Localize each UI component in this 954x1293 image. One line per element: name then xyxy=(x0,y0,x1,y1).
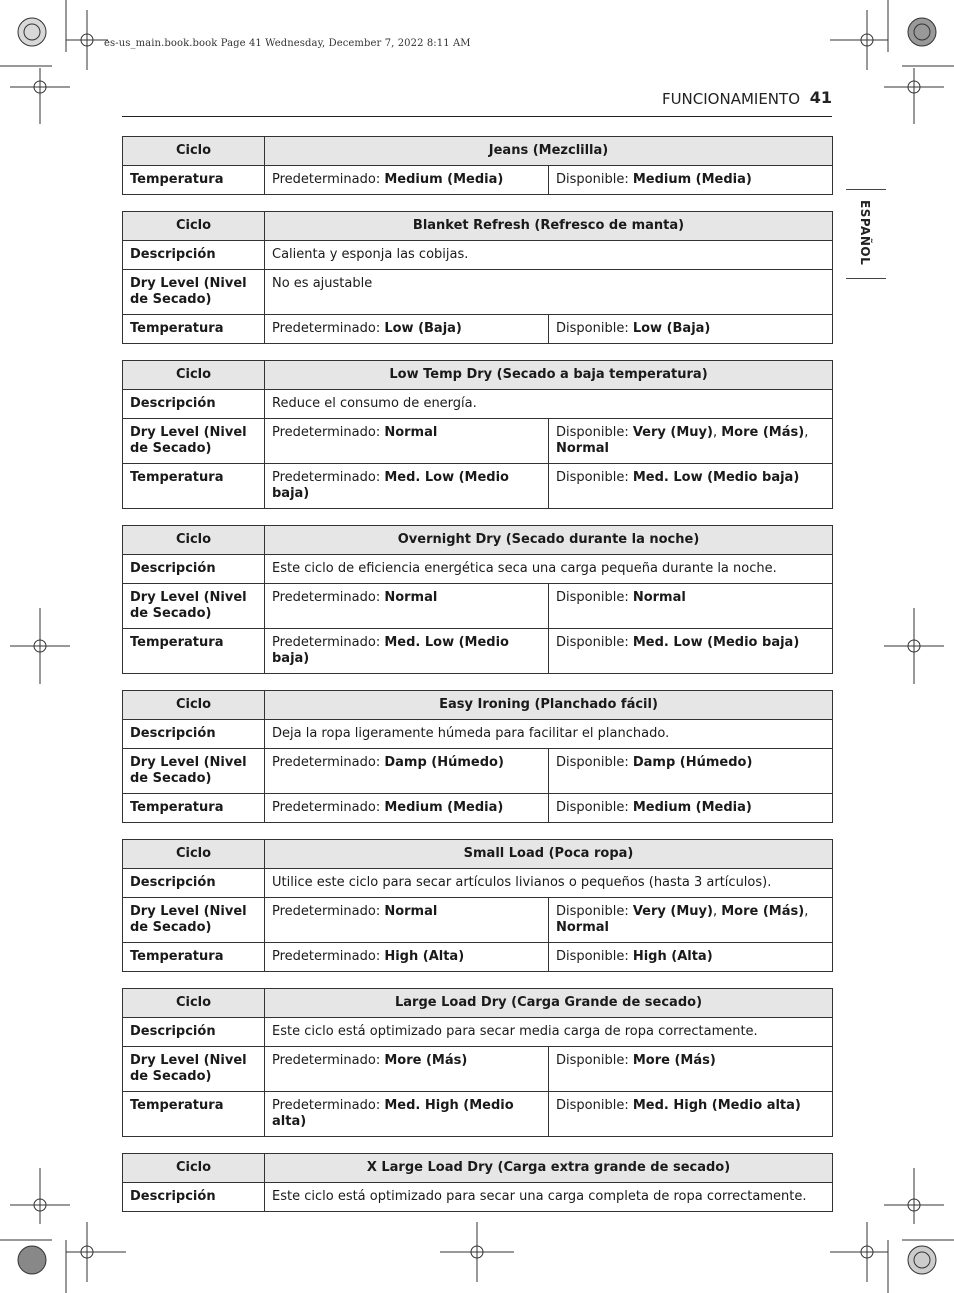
row-label: Descripción xyxy=(123,1183,265,1212)
description-text: Calienta y esponja las cobijas. xyxy=(265,241,833,270)
default-value: Predeterminado: Normal xyxy=(265,584,549,629)
description-row xyxy=(123,1018,833,1047)
temperature-row xyxy=(123,166,833,195)
dry-level-text: No es ajustable xyxy=(265,270,833,315)
temperature-row xyxy=(123,794,833,823)
default-value: Predeterminado: Normal xyxy=(265,898,549,943)
temperature-row xyxy=(123,315,833,344)
row-label: Dry Level (Nivel de Secado) xyxy=(123,749,265,794)
cycle-table xyxy=(122,136,833,195)
default-value: Predeterminado: Damp (Húmedo) xyxy=(265,749,549,794)
default-value: Predeterminado: Med. High (Medio alta) xyxy=(265,1092,549,1137)
description-text: Reduce el consumo de energía. xyxy=(265,390,833,419)
temperature-row xyxy=(123,1092,833,1137)
row-label: Descripción xyxy=(123,869,265,898)
section-title: FUNCIONAMIENTO xyxy=(661,90,800,108)
available-value: Disponible: Very (Muy), More (Más), Normal xyxy=(549,419,833,464)
available-value: Disponible: Damp (Húmedo) xyxy=(549,749,833,794)
table-header-row xyxy=(123,212,833,241)
row-label: Dry Level (Nivel de Secado) xyxy=(123,1047,265,1092)
cycle-name: Blanket Refresh (Refresco de manta) xyxy=(265,212,833,241)
header-label: Ciclo xyxy=(123,989,265,1018)
table-header-row xyxy=(123,691,833,720)
cycle-table xyxy=(122,690,833,823)
row-label: Descripción xyxy=(123,1018,265,1047)
available-value: Disponible: More (Más) xyxy=(549,1047,833,1092)
default-value: Predeterminado: Med. Low (Medio baja) xyxy=(265,464,549,509)
available-value: Disponible: Medium (Media) xyxy=(549,794,833,823)
cycle-tables xyxy=(122,136,832,1228)
description-row xyxy=(123,869,833,898)
row-label: Descripción xyxy=(123,390,265,419)
cycle-name: Overnight Dry (Secado durante la noche) xyxy=(265,526,833,555)
default-value: Predeterminado: Medium (Media) xyxy=(265,794,549,823)
page-header xyxy=(122,88,832,117)
table-header-row xyxy=(123,137,833,166)
default-value: Predeterminado: Med. Low (Medio baja) xyxy=(265,629,549,674)
description-text: Este ciclo de eficiencia energética seca una carga pequeña durante la noche. xyxy=(265,555,833,584)
dry-level-row xyxy=(123,749,833,794)
description-text: Utilice este ciclo para secar artículos livianos o pequeños (hasta 3 artículos). xyxy=(265,869,833,898)
row-label: Temperatura xyxy=(123,464,265,509)
dry-level-row xyxy=(123,419,833,464)
header-label: Ciclo xyxy=(123,840,265,869)
default-value: Predeterminado: Normal xyxy=(265,419,549,464)
available-value: Disponible: Med. Low (Medio baja) xyxy=(549,464,833,509)
description-text: Deja la ropa ligeramente húmeda para facilitar el planchado. xyxy=(265,720,833,749)
table-header-row xyxy=(123,361,833,390)
cycle-name: Small Load (Poca ropa) xyxy=(265,840,833,869)
cycle-table xyxy=(122,211,833,344)
row-label: Temperatura xyxy=(123,794,265,823)
dry-level-row xyxy=(123,270,833,315)
row-label: Dry Level (Nivel de Secado) xyxy=(123,419,265,464)
temperature-row xyxy=(123,464,833,509)
table-header-row xyxy=(123,840,833,869)
available-value: Disponible: Medium (Media) xyxy=(549,166,833,195)
temperature-row xyxy=(123,943,833,972)
header-label: Ciclo xyxy=(123,212,265,241)
row-label: Temperatura xyxy=(123,315,265,344)
row-label: Temperatura xyxy=(123,1092,265,1137)
available-value: Disponible: Low (Baja) xyxy=(549,315,833,344)
row-label: Temperatura xyxy=(123,166,265,195)
language-tab xyxy=(846,189,886,279)
dry-level-row xyxy=(123,898,833,943)
header-label: Ciclo xyxy=(123,137,265,166)
page-number: 41 xyxy=(809,88,832,107)
available-value: Disponible: Med. High (Medio alta) xyxy=(549,1092,833,1137)
dry-level-row xyxy=(123,584,833,629)
cycle-table xyxy=(122,839,833,972)
description-row xyxy=(123,241,833,270)
temperature-row xyxy=(123,629,833,674)
row-label: Descripción xyxy=(123,241,265,270)
cycle-name: Large Load Dry (Carga Grande de secado) xyxy=(265,989,833,1018)
cycle-name: Low Temp Dry (Secado a baja temperatura) xyxy=(265,361,833,390)
header-label: Ciclo xyxy=(123,1154,265,1183)
table-header-row xyxy=(123,1154,833,1183)
row-label: Descripción xyxy=(123,555,265,584)
row-label: Dry Level (Nivel de Secado) xyxy=(123,270,265,315)
description-text: Este ciclo está optimizado para secar media carga de ropa correctamente. xyxy=(265,1018,833,1047)
table-header-row xyxy=(123,989,833,1018)
header-label: Ciclo xyxy=(123,361,265,390)
cycle-name: Jeans (Mezclilla) xyxy=(265,137,833,166)
header-label: Ciclo xyxy=(123,691,265,720)
description-row xyxy=(123,1183,833,1212)
cycle-name: X Large Load Dry (Carga extra grande de secado) xyxy=(265,1154,833,1183)
row-label: Dry Level (Nivel de Secado) xyxy=(123,898,265,943)
default-value: Predeterminado: Medium (Media) xyxy=(265,166,549,195)
available-value: Disponible: High (Alta) xyxy=(549,943,833,972)
available-value: Disponible: Med. Low (Medio baja) xyxy=(549,629,833,674)
cycle-table xyxy=(122,1153,833,1212)
language-tab-label: ESPAÑOL xyxy=(858,200,872,266)
cycle-table xyxy=(122,988,833,1137)
row-label: Temperatura xyxy=(123,629,265,674)
header-label: Ciclo xyxy=(123,526,265,555)
description-row xyxy=(123,555,833,584)
row-label: Dry Level (Nivel de Secado) xyxy=(123,584,265,629)
description-row xyxy=(123,390,833,419)
default-value: Predeterminado: Low (Baja) xyxy=(265,315,549,344)
cycle-table xyxy=(122,525,833,674)
default-value: Predeterminado: More (Más) xyxy=(265,1047,549,1092)
print-info-line: es-us_main.book.book Page 41 Wednesday, December 7, 2022 8:11 AM xyxy=(104,38,471,49)
available-value: Disponible: Very (Muy), More (Más), Normal xyxy=(549,898,833,943)
description-text: Este ciclo está optimizado para secar una carga completa de ropa correctamente. xyxy=(265,1183,833,1212)
available-value: Disponible: Normal xyxy=(549,584,833,629)
description-row xyxy=(123,720,833,749)
dry-level-row xyxy=(123,1047,833,1092)
table-header-row xyxy=(123,526,833,555)
row-label: Temperatura xyxy=(123,943,265,972)
cycle-name: Easy Ironing (Planchado fácil) xyxy=(265,691,833,720)
default-value: Predeterminado: High (Alta) xyxy=(265,943,549,972)
row-label: Descripción xyxy=(123,720,265,749)
cycle-table xyxy=(122,360,833,509)
